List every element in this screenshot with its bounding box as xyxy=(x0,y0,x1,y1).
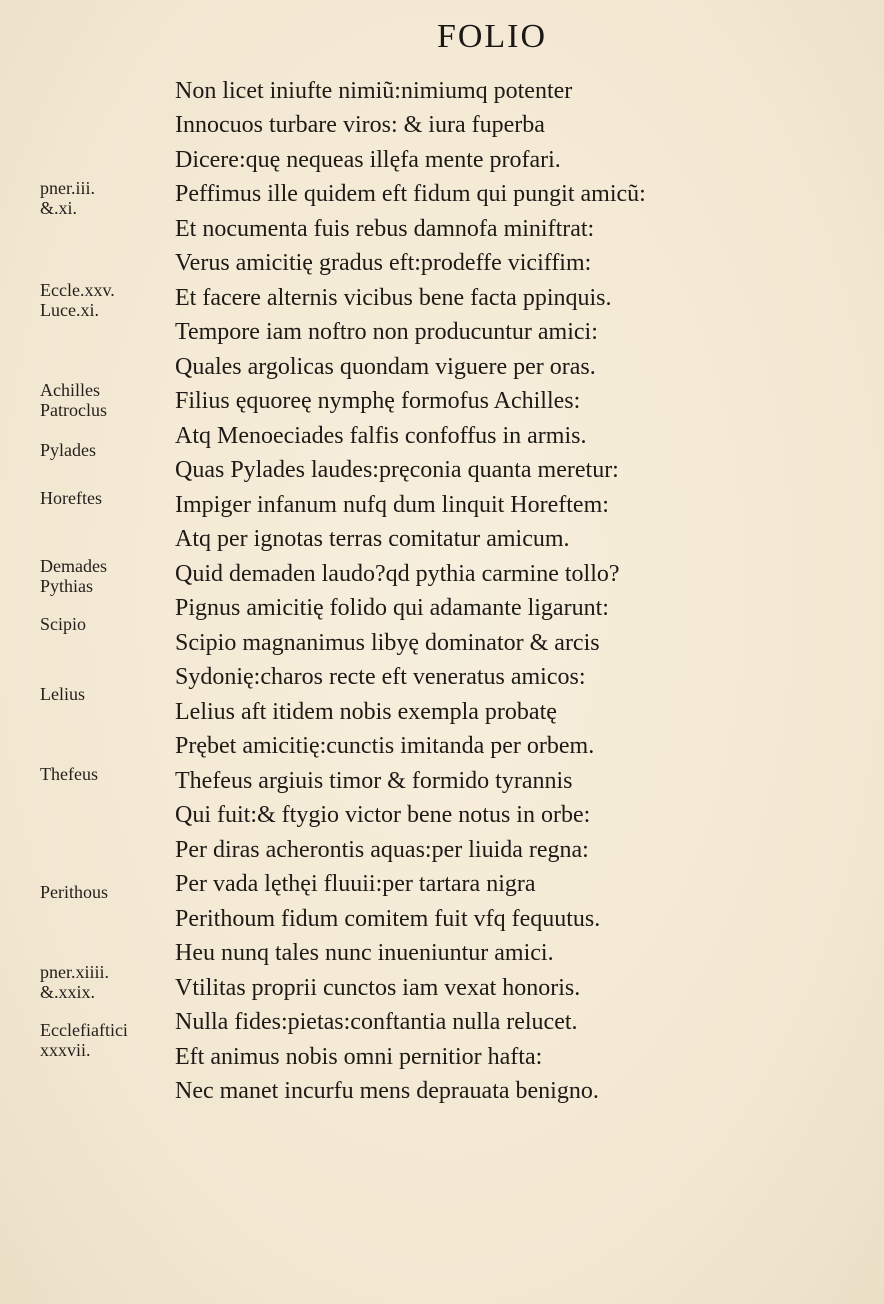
verse-line: Non licet iniufte nimiũ:nimiumq potenter xyxy=(175,78,573,104)
verse-line: Thefeus argiuis timor & formido tyrannis xyxy=(175,768,573,794)
margin-note: Lelius xyxy=(40,684,85,704)
verse-line: Scipio magnanimus libyę dominator & arcis xyxy=(175,630,600,656)
verse-line: Et nocumenta fuis rebus damnofa miniftrat: xyxy=(175,216,595,242)
margin-note: pner.iii. &.xi. xyxy=(40,178,95,218)
verse-line: Impiger infanum nufq dum linquit Horeftem: xyxy=(175,492,609,518)
verse-line: Atq per ignotas terras comitatur amicum. xyxy=(175,526,570,552)
margin-note: Eccle.xxv. Luce.xi. xyxy=(40,280,115,320)
verse-line: Quas Pylades laudes:pręconia quanta meretur: xyxy=(175,457,619,483)
margin-note: Thefeus xyxy=(40,764,98,784)
verse-line: Perithoum fidum comitem fuit vfq fequutus. xyxy=(175,906,601,932)
margin-note: pner.xiiii. &.xxix. xyxy=(40,962,109,1002)
verse-line: Tempore iam noftro non producuntur amici: xyxy=(175,319,598,345)
margin-note: Pylades xyxy=(40,440,96,460)
verse-line: Et facere alternis vicibus bene facta ppinquis. xyxy=(175,285,612,311)
verse-line: Nulla fides:pietas:conftantia nulla relucet. xyxy=(175,1009,578,1035)
verse-line: Lelius aft itidem nobis exempla probatę xyxy=(175,699,557,725)
verse-line: Qui fuit:& ftygio victor bene notus in orbe: xyxy=(175,802,591,828)
verse-line: Innocuos turbare viros: & iura fuperba xyxy=(175,112,545,138)
verse-line: Eft animus nobis omni pernitior hafta: xyxy=(175,1044,543,1070)
verse-line: Dicere:quę nequeas illęfa mente profari. xyxy=(175,147,561,173)
verse-line: Per diras acherontis aquas:per liuida regna: xyxy=(175,837,589,863)
verse-line: Filius ęquoreę nymphę formofus Achilles: xyxy=(175,388,581,414)
page-header: FOLIO xyxy=(436,18,548,55)
verse-line: Nec manet incurfu mens deprauata benigno. xyxy=(175,1078,599,1104)
verse-line: Verus amicitię gradus eft:prodeffe viciffim: xyxy=(175,250,592,276)
verse-line: Atq Menoeciades falfis confoffus in armis. xyxy=(175,423,587,449)
verse-line: Quid demaden laudo?qd pythia carmine tollo? xyxy=(175,561,620,587)
verse-line: Quales argolicas quondam viguere per oras. xyxy=(175,354,596,380)
verse-line: Pignus amicitię folido qui adamante ligarunt: xyxy=(175,595,609,621)
verse-line: Heu nunq tales nunc inueniuntur amici. xyxy=(175,940,554,966)
margin-note: Perithous xyxy=(40,882,109,902)
margin-note: Demades Pythias xyxy=(40,556,107,596)
verse-line: Sydonię:charos recte eft veneratus amicos: xyxy=(175,664,586,690)
verse-line: Vtilitas proprii cunctos iam vexat honoris. xyxy=(175,975,581,1001)
verse-line: Per vada lęthęi fluuii:per tartara nigra xyxy=(175,871,536,897)
margin-note: Achilles Patroclus xyxy=(40,380,107,420)
margin-note: Horeftes xyxy=(40,488,102,508)
verse-line: Prębet amicitię:cunctis imitanda per orbem. xyxy=(175,733,595,759)
margin-note: Ecclefiaftici xxxvii. xyxy=(40,1020,128,1060)
verse-line: Peffimus ille quidem eft fidum qui pungit amicũ: xyxy=(175,181,646,207)
margin-note: Scipio xyxy=(40,614,87,634)
